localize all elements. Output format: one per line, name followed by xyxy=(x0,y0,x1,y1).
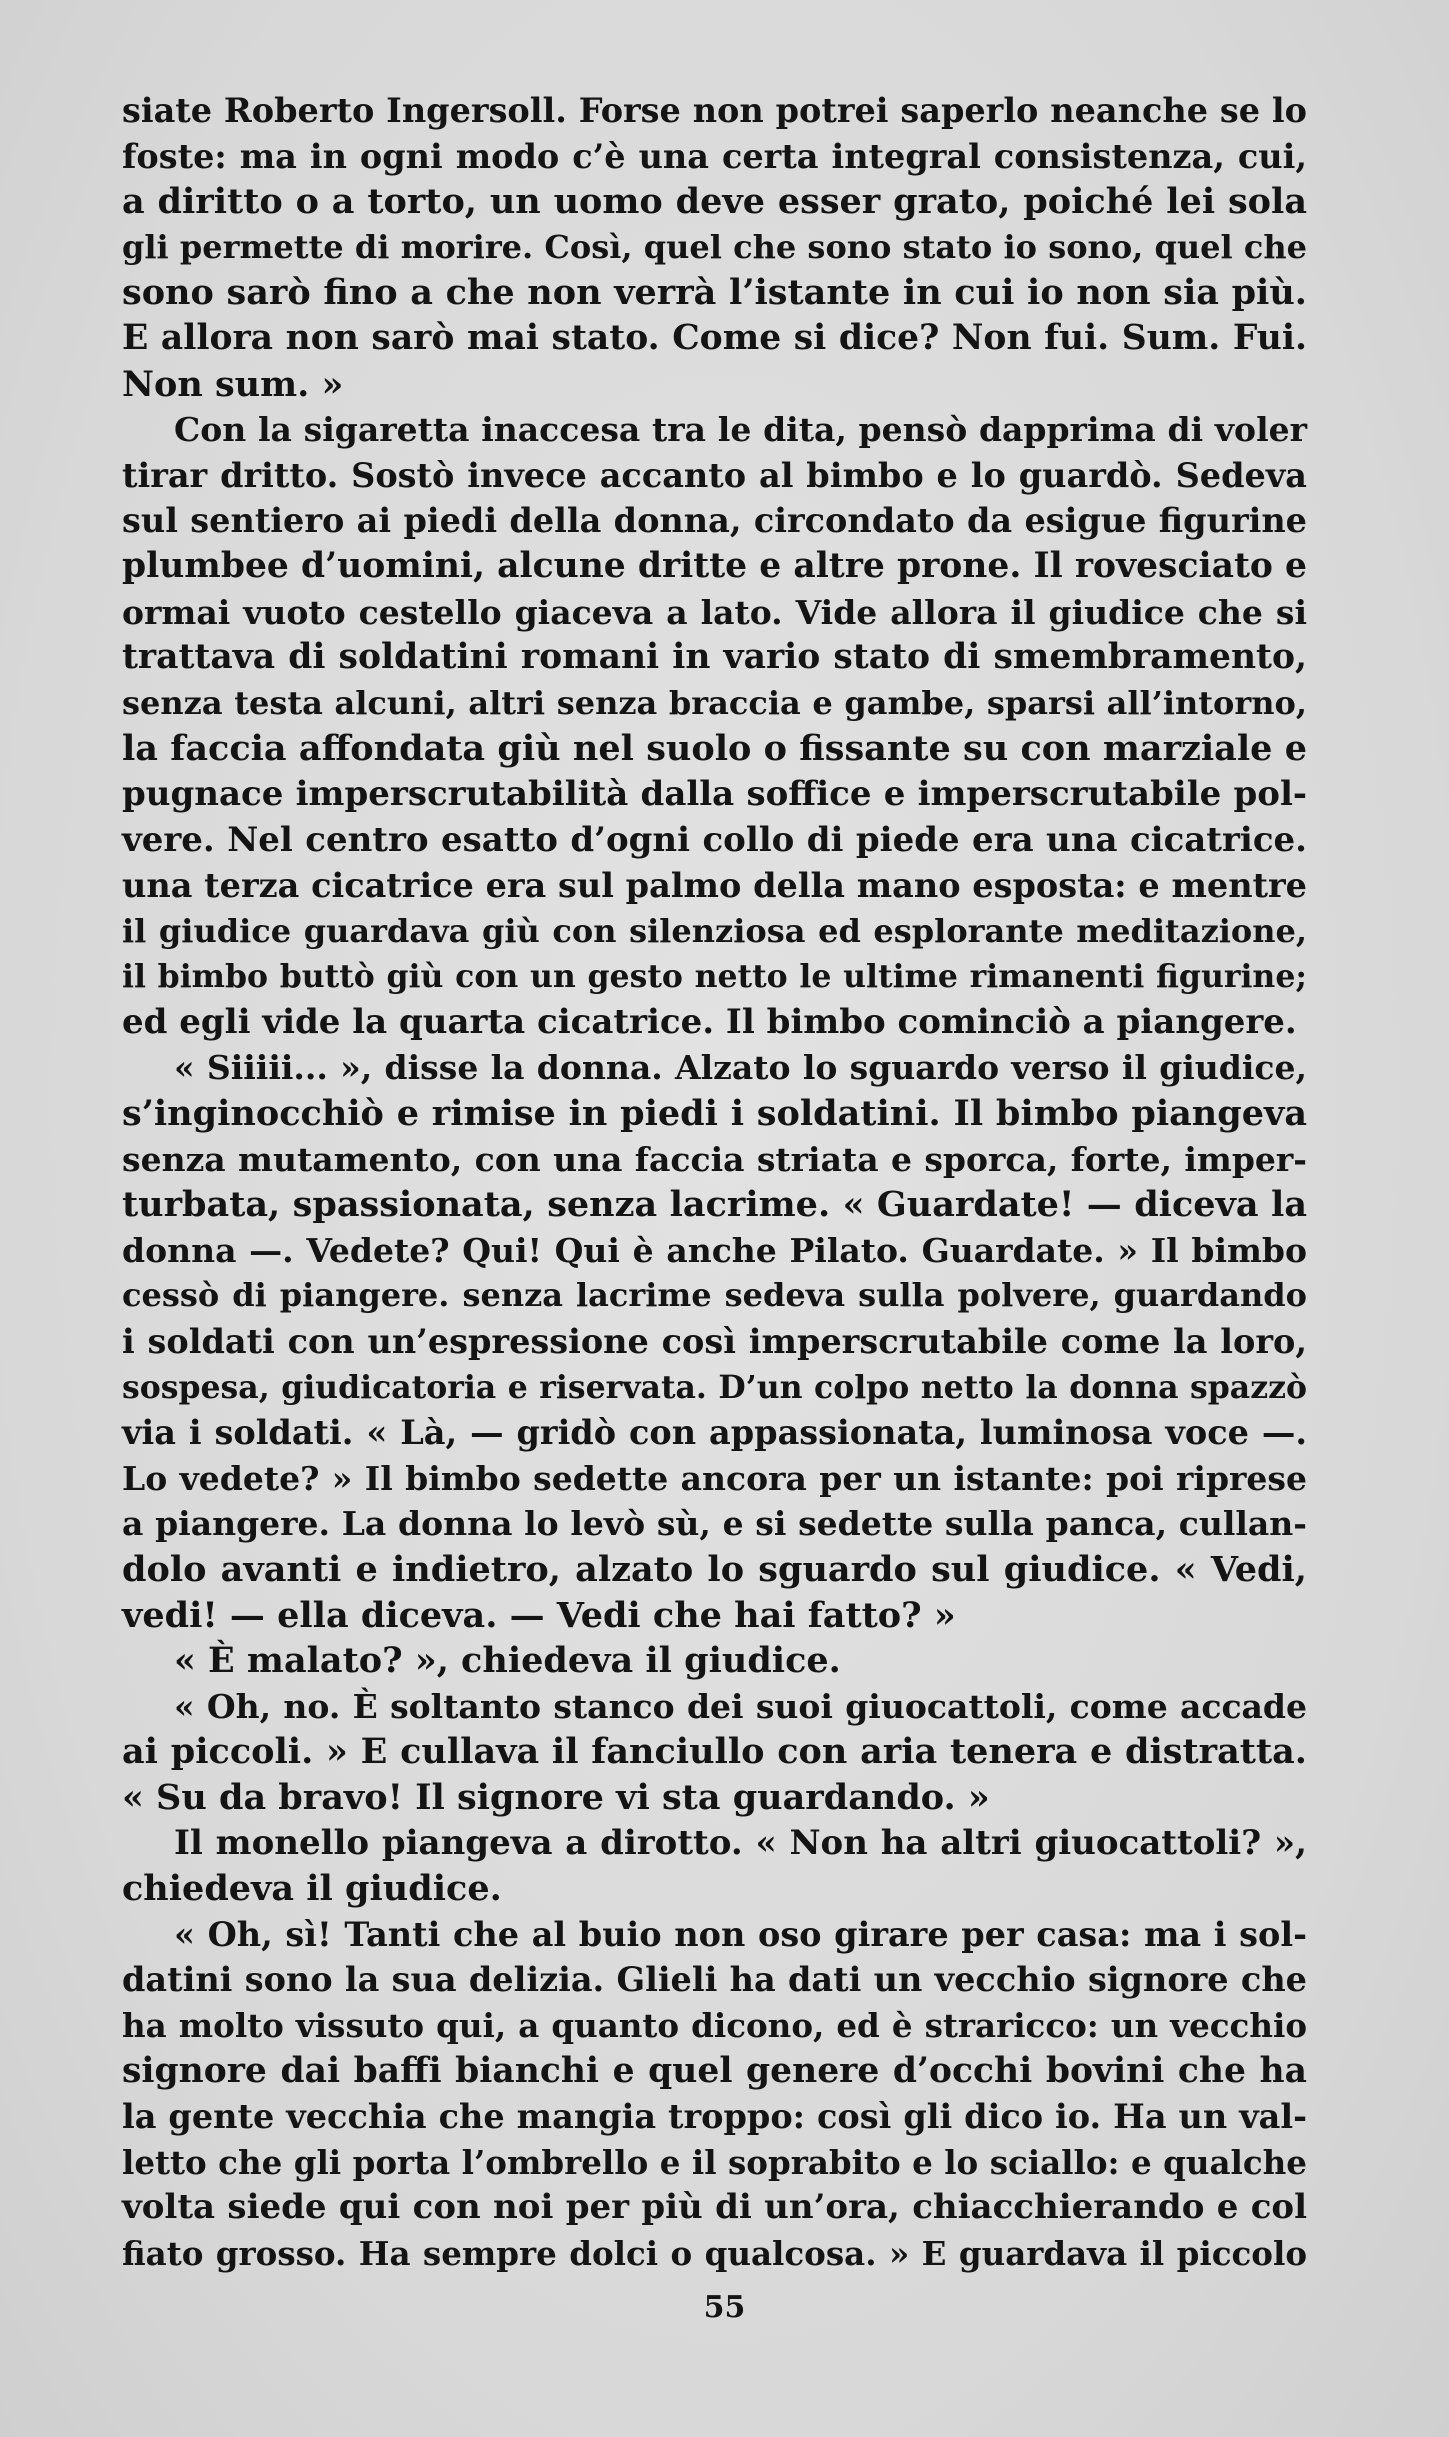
text-line: a piangere. La donna lo levò sù, e si sedette sulla panca, cullan- xyxy=(122,1504,1307,1544)
page-number: 55 xyxy=(703,2290,746,2325)
text-line: senza testa alcuni, altri senza braccia e gambe, sparsi all’intorno, xyxy=(122,683,1307,722)
text-line: Con la sigaretta inaccesa tra le dita, pensò dapprima di voler xyxy=(174,410,1307,450)
text-line: il giudice guardava giù con silenziosa ed esplorante meditazione, xyxy=(122,911,1307,950)
text-line: tirar dritto. Sostò invece accanto al bimbo e lo guardò. Sedeva xyxy=(122,455,1307,495)
text-line: plumbee d’uomini, alcune dritte e altre prone. Il rovesciato e xyxy=(122,545,1307,586)
text-line: Il monello piangeva a dirotto. « Non ha altri giuocattoli? », xyxy=(174,1822,1307,1863)
text-line: una terza cicatrice era sul palmo della mano esposta: e mentre xyxy=(122,866,1307,906)
text-line: fiato grosso. Ha sempre dolci o qualcosa. » E guardava il piccolo xyxy=(122,2233,1307,2273)
text-line: donna —. Vedete? Qui! Qui è anche Pilato. Guardate. » Il bimbo xyxy=(122,1230,1307,1270)
text-line: signore dai baffi bianchi e quel genere d’occhi bovini che ha xyxy=(122,2050,1307,2091)
text-line: ed egli vide la quarta cicatrice. Il bimbo cominciò a piangere. xyxy=(122,1001,1297,1042)
text-line: Non sum. » xyxy=(122,363,344,405)
text-line: E allora non sarò mai stato. Come si dice? Non fui. Sum. Fui. xyxy=(122,317,1307,358)
text-line: volta siede qui con noi per più di un’ora, chiacchierando e col xyxy=(122,2187,1307,2228)
text-line: senza mutamento, con una faccia striata e sporca, forte, imper- xyxy=(122,1139,1307,1179)
text-line: a diritto o a torto, un uomo deve esser grato, poiché lei sola xyxy=(122,181,1307,223)
text-line: s’inginocchiò e rimise in piedi i soldatini. Il bimbo piangeva xyxy=(122,1093,1307,1135)
text-line: « Su da bravo! Il signore vi sta guardando. » xyxy=(122,1776,990,1818)
body-text xyxy=(122,88,1307,2277)
text-line: ormai vuoto cestello giaceva a lato. Vide allora il giudice che si xyxy=(122,592,1307,632)
text-line: cessò di piangere. senza lacrime sedeva sulla polvere, guardando xyxy=(122,1276,1307,1315)
text-line: datini sono la sua delizia. Glieli ha dati un vecchio signore che xyxy=(122,1960,1307,2000)
text-line: dolo avanti e indietro, alzato lo sguardo sul giudice. « Vedi, xyxy=(122,1549,1307,1590)
text-line: « Oh, sì! Tanti che al buio non oso girare per casa: ma i sol- xyxy=(174,1914,1307,1954)
text-line: foste: ma in ogni modo c’è una certa integral consistenza, cui, xyxy=(122,136,1307,176)
text-line: vere. Nel centro esatto d’ogni collo di piede era una cicatrice. xyxy=(122,819,1307,860)
text-line: sospesa, giudicatoria e riservata. D’un colpo netto la donna spazzò xyxy=(122,1368,1307,1406)
text-line: ai piccoli. » E cullava il fanciullo con aria tenera e distratta. xyxy=(122,1731,1307,1773)
text-line: ha molto vissuto qui, a quanto dicono, ed è straricco: un vecchio xyxy=(122,2005,1307,2045)
text-line: i soldati con un’espressione così imperscrutabile come la loro, xyxy=(122,1322,1307,1362)
text-line: « Oh, no. È soltanto stanco dei suoi giuocattoli, come accade xyxy=(174,1686,1307,1726)
text-line: « Siiiii... », disse la donna. Alzato lo sguardo verso il giudice, xyxy=(174,1048,1307,1088)
text-line: gli permette di morire. Così, quel che sono stato io sono, quel che xyxy=(122,227,1307,266)
text-line: la faccia affondata giù nel suolo o fissante su con marziale e xyxy=(122,728,1307,770)
text-line: il bimbo buttò giù con un gesto netto le ultime rimanenti figurine; xyxy=(122,958,1307,996)
text-line: Lo vedete? » Il bimbo sedette ancora per un istante: poi riprese xyxy=(122,1458,1307,1498)
text-line: la gente vecchia che mangia troppo: così gli dico io. Ha un val- xyxy=(122,2097,1307,2137)
text-line: pugnace imperscrutabilità dalla soffice e imperscrutabile pol- xyxy=(122,773,1307,814)
text-line: turbata, spassionata, senza lacrime. « Guardate! — diceva la xyxy=(122,1184,1307,1226)
text-line: trattava di soldatini romani in vario stato di smembramento, xyxy=(122,637,1307,678)
text-line: sul sentiero ai piedi della donna, circondato da esigue figurine xyxy=(122,501,1307,541)
text-line: letto che gli porta l’ombrello e il soprabito e lo sciallo: e qualche xyxy=(122,2142,1307,2182)
text-line: siate Roberto Ingersoll. Forse non potrei saperlo neanche se lo xyxy=(122,91,1307,130)
text-line: via i soldati. « Là, — gridò con appassionata, luminosa voce —. xyxy=(122,1413,1307,1453)
text-line: sono sarò fino a che non verrà l’istante in cui io non sia più. xyxy=(122,272,1307,314)
text-line: vedi! — ella diceva. — Vedi che hai fatto? » xyxy=(122,1594,956,1636)
text-line: « È malato? », chiedeva il giudice. xyxy=(174,1640,841,1682)
text-line: chiedeva il giudice. xyxy=(122,1868,502,1910)
